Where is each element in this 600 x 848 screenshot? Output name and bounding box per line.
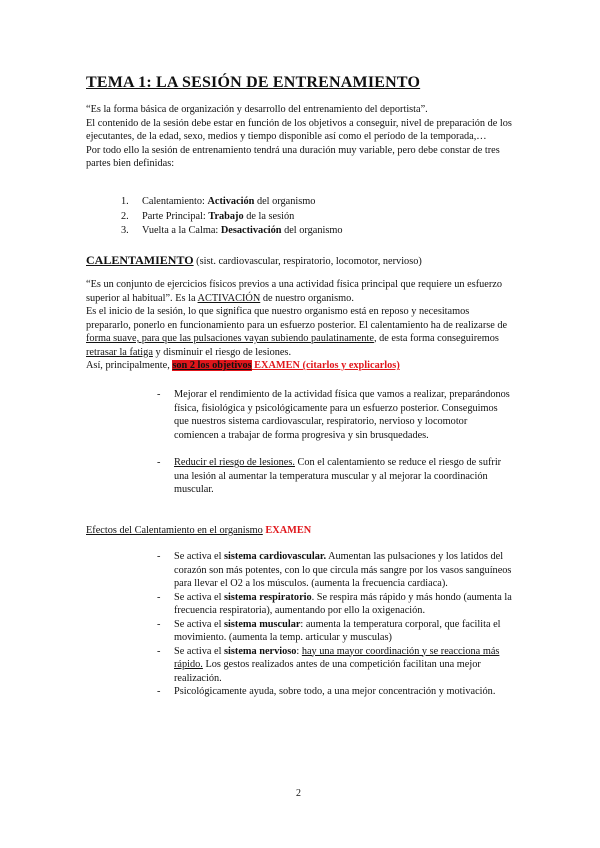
phases-list (121, 195, 502, 238)
efecto-lead: Se activa el (174, 618, 225, 630)
phase-number: 2. (121, 210, 129, 222)
page-number: 2 (296, 788, 301, 799)
paragraph-text: Es el inicio de la sesión, lo que significa que nuestro organismo está en reposo y necesitamos prepararlo, ponerlo en funcionamiento para un esfuerzo posterior. El calentamiento ha de realizarse de (86, 306, 508, 331)
phase-label: Calentamiento: (142, 196, 208, 207)
activacion-term: ACTIVACIÓN (197, 292, 261, 304)
phase-number: 1. (121, 196, 129, 207)
calentamiento-body (86, 278, 516, 373)
highlighted-objetivos: son 2 los objetivos (172, 360, 252, 371)
intro-quote: “Es la forma básica de organización y desarrollo del entrenamiento del deportista”. (86, 104, 428, 115)
efecto-desc: : aumenta la temperatura corporal, que facilita el movimiento. (aumenta la temp. articular y musculas) (174, 618, 501, 643)
objetivo-underlined: Reducir el riesgo de lesiones. (174, 457, 295, 468)
efecto-item (157, 645, 519, 686)
dash-bullet: - (157, 686, 161, 697)
efecto-desc: Los gestos realizados antes de una competición facilitan una mejor realización. (174, 659, 481, 684)
efecto-desc: . Se respira más rápido y más hondo (aumenta la frecuencia respiratoria), aumentando por ello la oxigenación. (174, 591, 512, 616)
intro-paragraph-1: El contenido de la sesión debe estar en función de los objetivos a conseguir, nivel de preparación de los ejecutantes, de la edad, sexo, medios y tiempo disponible así como el período de la temporada,… (86, 117, 512, 142)
objetivos-lead: Así, principalmente, (86, 360, 173, 371)
phase-label: Parte Principal: (142, 210, 209, 222)
dash-bullet: - (157, 645, 161, 657)
definition-text: “Es un conjunto de ejercicios físicos previos a una actividad física principal que requiere un esfuerzo superior al habitual”. Es la (86, 279, 503, 304)
efectos-list (157, 550, 519, 699)
paragraph-text: y disminuir el riesgo de lesiones. (152, 346, 292, 358)
section-heading-efectos: Efectos del Calentamiento en el organismo (86, 525, 263, 536)
phase-item (121, 210, 502, 224)
efecto-system: sistema respiratorio (224, 591, 312, 603)
efecto-item (157, 591, 519, 618)
phase-label: Vuelta a la Calma: (142, 225, 221, 236)
objetivo-text: Mejorar el rendimiento de la actividad física que vamos a realizar, preparándonos física, fisiológica y psicológicamente para un esfuerzo posterior. Conseguimos que nuestros sistema cardiovascular, respiratorio, nervioso y locomotor comiencen a trabajar de forma progresiva y sin brusquedades. (174, 389, 510, 441)
phase-desc: de la sesión (243, 210, 295, 222)
efecto-desc: Aumentan las pulsaciones y los latidos del corazón son más potentes, con lo que circula más sangre por los vasos sanguíneos para llevar el O2 a los músculos. (aumenta la frecuencia cardiaca). (174, 551, 512, 589)
objetivo-item (157, 388, 514, 442)
dash-bullet: - (157, 591, 161, 603)
section-heading-calentamiento: CALENTAMIENTO (86, 253, 194, 267)
phase-item (121, 224, 502, 238)
efecto-system: sistema nervioso (224, 645, 297, 657)
calentamiento-paragraph (86, 305, 516, 359)
phase-bold: Trabajo (208, 210, 244, 222)
efecto-lead: Se activa el (174, 551, 225, 562)
efecto-desc: Psicológicamente ayuda, sobre todo, a una mejor concentración y motivación. (174, 686, 496, 697)
calentamiento-heading-row (86, 251, 526, 269)
efectos-examen: EXAMEN (262, 525, 312, 536)
examen-note: EXAMEN (citarlos y explicarlos) (251, 360, 400, 371)
efecto-desc: : (296, 645, 302, 657)
dash-bullet: - (157, 618, 161, 630)
efecto-lead: Se activa el (174, 591, 225, 603)
dash-bullet: - (157, 551, 161, 562)
phase-desc: del organismo (281, 225, 343, 236)
phase-bold: Activación (207, 196, 255, 207)
efecto-item (157, 618, 519, 645)
calentamiento-heading-note: (sist. cardiovascular, respiratorio, locomotor, nervioso) (193, 256, 422, 267)
efecto-system: sistema muscular (224, 618, 301, 630)
calentamiento-definition (86, 278, 516, 305)
objetivos-intro (86, 359, 516, 373)
objetivo-item (157, 456, 514, 497)
efecto-item (157, 550, 519, 591)
underlined-phrase: forma suave, para que las pulsaciones vayan subiendo paulatinamente (86, 333, 374, 344)
efecto-lead: Se activa el (174, 645, 225, 657)
phase-number: 3. (121, 225, 129, 236)
efecto-item (157, 685, 519, 699)
paragraph-text: , de esta forma conseguiremos (373, 333, 499, 344)
dash-bullet: - (157, 389, 161, 400)
intro-block (86, 103, 516, 171)
objetivo-text: Con el calentamiento se reduce el riesgo de sufrir una lesión al aumentar la temperatura muscular y al mejorar la coordinación muscular. (174, 457, 502, 495)
phase-item (121, 195, 502, 209)
efecto-system: sistema cardiovascular. (224, 551, 327, 562)
objetivos-list (157, 388, 514, 497)
intro-paragraph-2: Por todo ello la sesión de entrenamiento tendrá una duración muy variable, pero debe constar de tres partes bien definidas: (86, 144, 500, 169)
underlined-phrase: retrasar la fatiga (86, 346, 153, 358)
phase-bold: Desactivación (220, 225, 282, 236)
efectos-heading-row (86, 524, 516, 538)
definition-end: de nuestro organismo. (260, 292, 354, 304)
dash-bullet: - (157, 457, 161, 468)
efecto-underlined: hay una mayor coordinación y se reacciona más rápido. (174, 645, 500, 670)
page-title: TEMA 1: LA SESIÓN DE ENTRENAMIENTO (86, 74, 421, 91)
phase-desc: del organismo (254, 196, 316, 207)
